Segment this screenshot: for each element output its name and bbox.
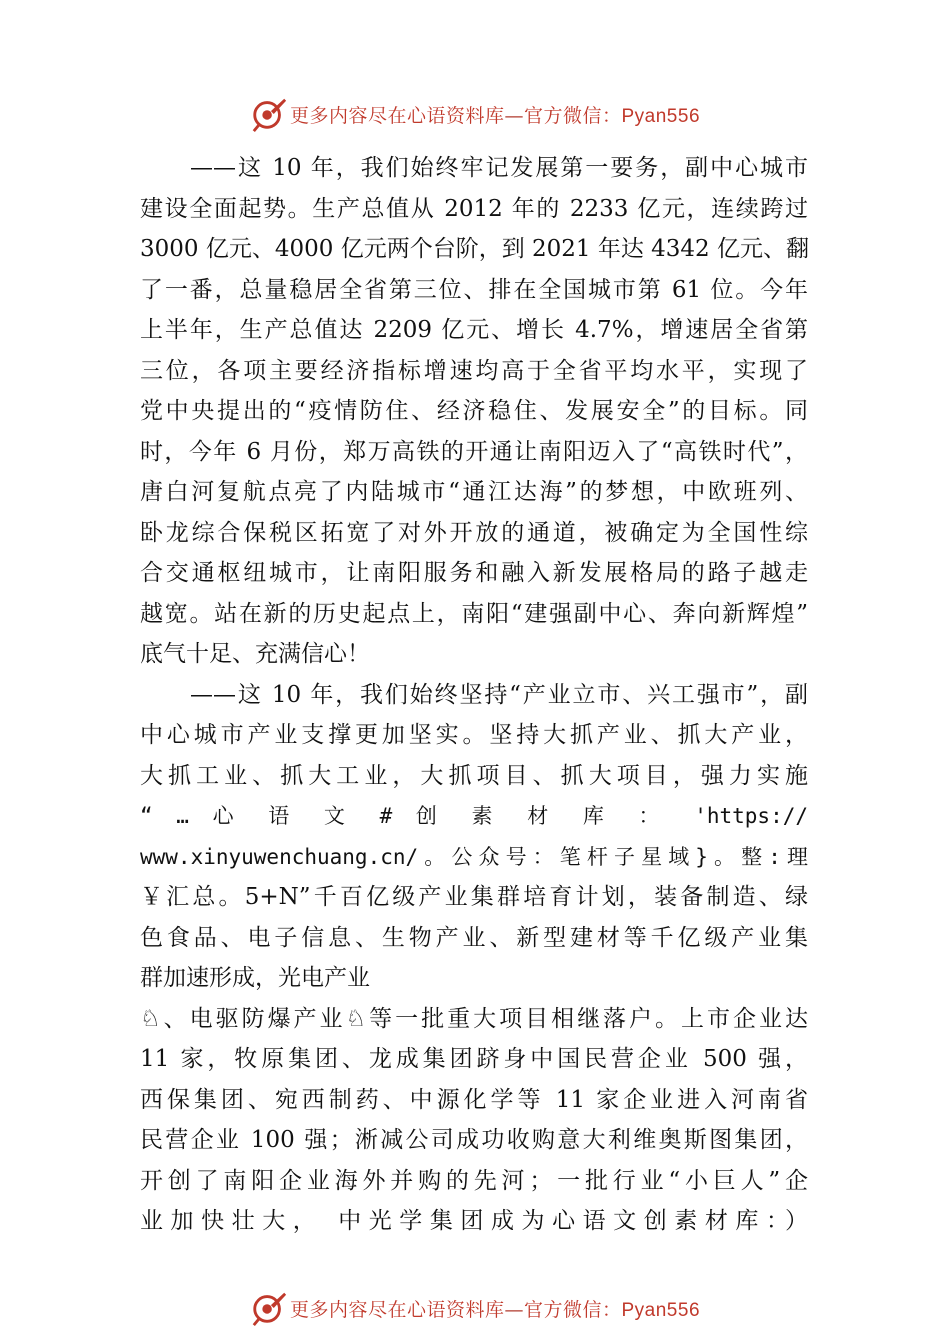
banner-official: 官方微信： (523, 1298, 622, 1321)
text-line: 中心城市产业支撑更加坚实。坚持大抓产业、抓大产业， (140, 722, 808, 748)
text-line: 时，今年 6 月份，郑万高铁的开通让南阳迈入了“高铁时代”， (140, 438, 808, 465)
text-line: ——这 10 年，我们始终坚持“产业立市、兴工强市”，副 (190, 681, 808, 708)
text-line: 底气十足、充满信心！ (140, 641, 370, 667)
text-line: 上半年，生产总值达 2209 亿元、增长 4.7%，增速居全省第 (140, 317, 808, 343)
banner-official: 官方微信： (523, 104, 622, 127)
banner-text (290, 1295, 700, 1322)
text-line: ——这 10 年，我们始终牢记发展第一要务，副中心城市 (190, 155, 808, 181)
text-line: 合交通枢纽城市，让南阳服务和融入新发展格局的路子越走 (140, 560, 808, 586)
banner-wechat-id: Pyan556 (621, 1299, 701, 1321)
text-line: 党中央提出的“疫情防住、经济稳住、发展安全”的目标。同 (140, 398, 808, 424)
text-line: 色食品、电子信息、生物产业、新型建材等千亿级产业集 (140, 924, 808, 951)
text-line: 开创了南阳企业海外并购的先河；一批行业“小巨人”企 (140, 1167, 808, 1194)
text-line: 西保集团、宛西制药、中源化学等 11 家企业进入河南省 (140, 1086, 808, 1113)
text-line: 三位，各项主要经济指标增速均高于全省平均水平，实现了 (140, 357, 808, 384)
text-line: 了一番，总量稳居全省第三位、排在全国城市第 61 位。今年 (140, 276, 808, 303)
text-line: 卧龙综合保税区拓宽了对外开放的通道，被确定为全国性综 (140, 519, 808, 546)
pen-logo-icon (250, 95, 288, 133)
text-line: 大抓工业、抓大工业，大抓项目、抓大项目，强力实施 (140, 762, 808, 789)
banner-text (290, 101, 700, 128)
text-line: 建设全面起势。生产总值从 2012 年的 2233 亿元，连续跨过 (140, 195, 808, 222)
pen-logo-icon (250, 1289, 288, 1327)
text-line: “ … 心 语 文 # 创 素 材 库 ： 'https:// (140, 804, 808, 828)
text-line: 唐白河复航点亮了内陆城市“通江达海”的梦想，中欧班列、 (140, 479, 808, 505)
banner-separator: — (504, 104, 524, 127)
text-line: www.xinyuwenchuang.cn/。公众号：笔杆子星域}。整:理 (140, 844, 808, 869)
text-line: ￥汇总。5+N”千百亿级产业集群培育计划，装备制造、绿 (140, 884, 808, 910)
banner-wechat-id: Pyan556 (621, 105, 701, 127)
footer-banner (0, 1286, 950, 1330)
text-line: 业加快壮大， 中光学集团成为心语文创素材库：） (140, 1208, 808, 1234)
text-line: ♘、电驱防爆产业♘等一批重大项目相继落户。上市企业达 (140, 1005, 808, 1032)
header-banner (0, 92, 950, 136)
text-line: 越宽。站在新的历史起点上，南阳“建强副中心、奔向新辉煌” (140, 600, 808, 627)
banner-separator: — (504, 1298, 524, 1321)
banner-lead: 更多内容尽在心语资料库 (289, 1298, 505, 1321)
text-line: 群加速形成，光电产业 (140, 965, 370, 991)
text-line: 11 家，牧原集团、龙成集团跻身中国民营企业 500 强， (140, 1046, 808, 1072)
document-body (140, 148, 808, 1242)
banner-lead: 更多内容尽在心语资料库 (289, 104, 505, 127)
text-line: 3000 亿元、4000 亿元两个台阶，到 2021 年达 4342 亿元、翻 (140, 236, 809, 262)
text-line: 民营企业 100 强；淅减公司成功收购意大利维奥斯图集团， (140, 1127, 808, 1153)
